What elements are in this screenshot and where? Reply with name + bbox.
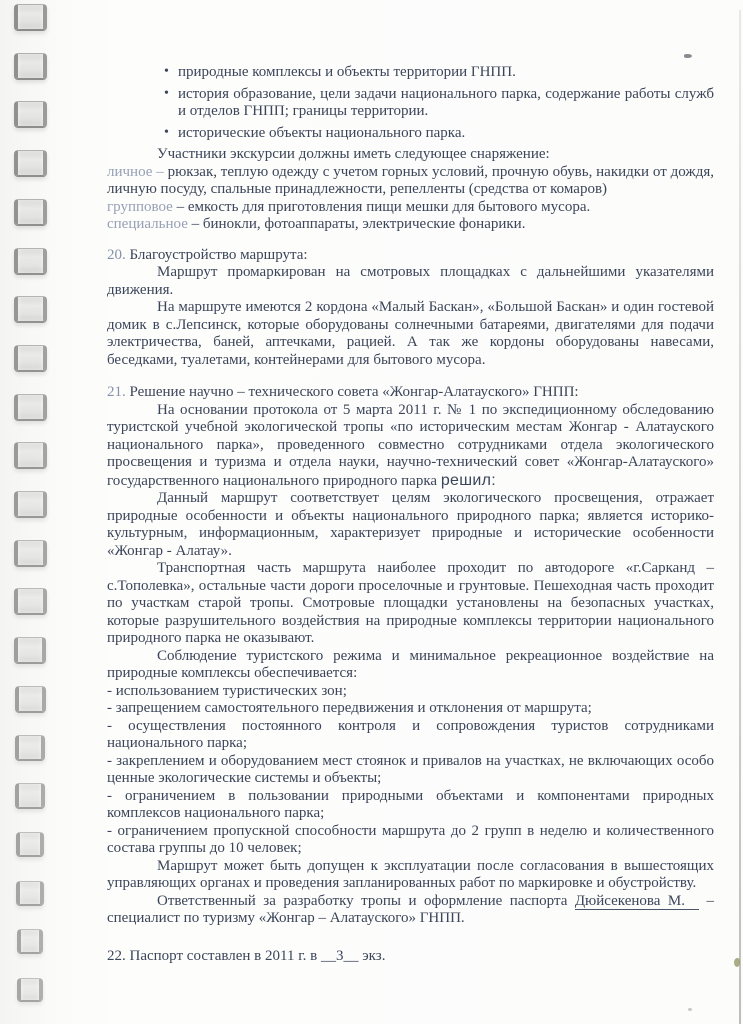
section21-heading [107,384,714,402]
scan-speck [688,1008,692,1011]
binding-comb [0,0,70,1024]
binding-loop [17,978,43,1002]
binding-loop [14,101,47,128]
measure-item: - ограничением пропускной способности маршрута до 2 групп в неделю и количественного состава группы до 10 человек; [107,822,714,856]
equipment-special-label: специальное [107,216,188,232]
binding-loop [14,588,47,615]
section21-number: 21. [107,384,126,400]
measure-item: - использованием туристических зон; [107,682,347,699]
binding-loop [15,783,44,809]
binding-loop [14,248,47,275]
equipment-group-label: групповое [107,198,173,215]
responsible-paragraph [107,893,714,928]
responsible-text: Ответственный за разработку тропы и оформление паспорта [157,892,575,909]
binding-loop [14,4,47,31]
bullet-icon: • [164,64,169,79]
binding-loop [14,442,47,469]
bullet-icon: • [164,85,169,101]
binding-loop [14,345,47,372]
list-item [107,125,714,143]
binding-loop [16,881,44,906]
equipment-personal-text: рюкзак, теплую одежду с учетом горных условий, прочную обувь, накидки от дождя, личную посуду, спальные принадлежности, репелленты (средства от комаров) [107,163,714,197]
list-item [107,86,714,121]
binding-loop [17,929,44,954]
binding-loop [15,686,46,713]
scan-speck [734,958,740,967]
equipment-personal [107,164,714,199]
decision-word: решил: [440,471,496,489]
topic-text: история образование, цели задачи национального парка, содержание работы служб и отделов ГНПП; границы территории. [178,85,714,119]
measure-item: - запрещением самостоятельного передвижения и отклонения от маршрута; [107,700,592,716]
measure-item: - закреплением и оборудованием мест стоянок и привалов на участках, не включающих особо ценные экологические системы и объекты; [107,752,714,786]
binding-loop [14,199,47,226]
binding-loop [14,540,47,567]
section20-title: Благоустройство маршрута: [125,246,308,263]
topic-text: природные комплексы и объекты территории ГНПП. [178,64,516,80]
topic-text: исторические объекты национального парка. [178,124,466,141]
binding-loop [14,491,47,518]
equipment-intro: Участники экскурсии должны иметь следующее снаряжение: [157,146,550,162]
responsible-name: Дюйсекенова М. [575,893,699,910]
binding-loop [15,735,45,762]
binding-loop [14,394,47,421]
section20-number: 20. [107,246,126,263]
binding-loop [14,150,47,177]
document-text [107,64,714,965]
bullet-icon: • [164,124,169,140]
excursion-topics-list [107,64,714,142]
section21-paragraph-1 [107,402,714,491]
measure-item: - осуществления постоянного контроля и сопровождения туристов сотрудниками национального парка; [107,717,714,751]
equipment-personal-label: личное – [107,163,164,180]
binding-loop [14,53,47,80]
binding-loop [14,637,46,664]
binding-loop [14,296,47,323]
measure-item: - ограничением в пользовании природными объектами и компонентами природных комплексов национального парка; [107,787,714,821]
section21-paragraph-2: Данный маршрут соответствует целям экологического просвещения, отражает природные особенности и объекты национального природного парка; является историко-культурным, информационным, характеризует природные и исторические особенности «Жонгар - Алатау». [107,490,714,559]
section20-paragraph-2: На маршруте имеются 2 кордона «Малый Баскан», «Большой Баскан» и один гостевой домик в с.Лепсинск, которые оборудованы солнечными батареями, двигателями для подачи электричества, баней, аптечками, рацией. А так же кордоны оборудованы навесами, беседками, туалетами, контейнерами для бытового мусора. [107,299,714,368]
protocol-text: На основании протокола от 5 марта 2011 г. № 1 по экспедиционному обследованию туристской учебной экологической тропы «по историческим местам Жонгар - Алатауского национального парка», проведенного совместно сотрудниками отдела экологического просвещения и туризма и отдела науки, научно-технический совет «Жонгар-Алатауского» государственного национального природного парка [107,401,714,489]
equipment-special-text: – бинокли, фотоаппараты, электрические фонарики. [187,216,526,232]
page-edge-shadow [739,10,741,1024]
binding-loop [16,832,45,858]
section22-line: 22. Паспорт составлен в 2011 г. в __3__ экз. [107,947,386,964]
section21-paragraph-4: Соблюдение туристского режима и минимальное рекреационное воздействие на природные комплексы обеспечивается: [107,647,714,681]
list-item [107,64,714,82]
equipment-special [107,216,714,234]
scan-speck [684,54,692,58]
section21-paragraph-3: Транспортная часть маршрута наиболее проходит по автодороге «г.Сарканд – с.Тополевка», остальные части дороги проселочные и грунтовые. Пешеходная часть проходит по участкам старой тропы. Смотровые площадки установлены на безопасных участках, которые разрушительного воздействия на природные комплексы территории национального природного парка не оказывают. [107,560,714,646]
section21-paragraph-5: Маршрут может быть допущен к эксплуатации после согласования в вышестоящих управляющих органах и проведения запланированных работ по маркировке и обустройству. [107,857,714,891]
responsible-role: – специалист по туризму «Жонгар – Алатауского» ГНПП. [107,892,714,926]
section21-title: Решение научно – технического совета «Жонгар-Алатауского» ГНПП: [125,384,579,400]
equipment-group-text: – емкость для приготовления пищи мешки для бытового мусора. [172,198,591,215]
section20-paragraph-1: Маршрут промаркирован на смотровых площадках с дальнейшими указателями движения. [107,264,714,298]
equipment-group [107,199,714,217]
section20-heading [107,247,714,265]
